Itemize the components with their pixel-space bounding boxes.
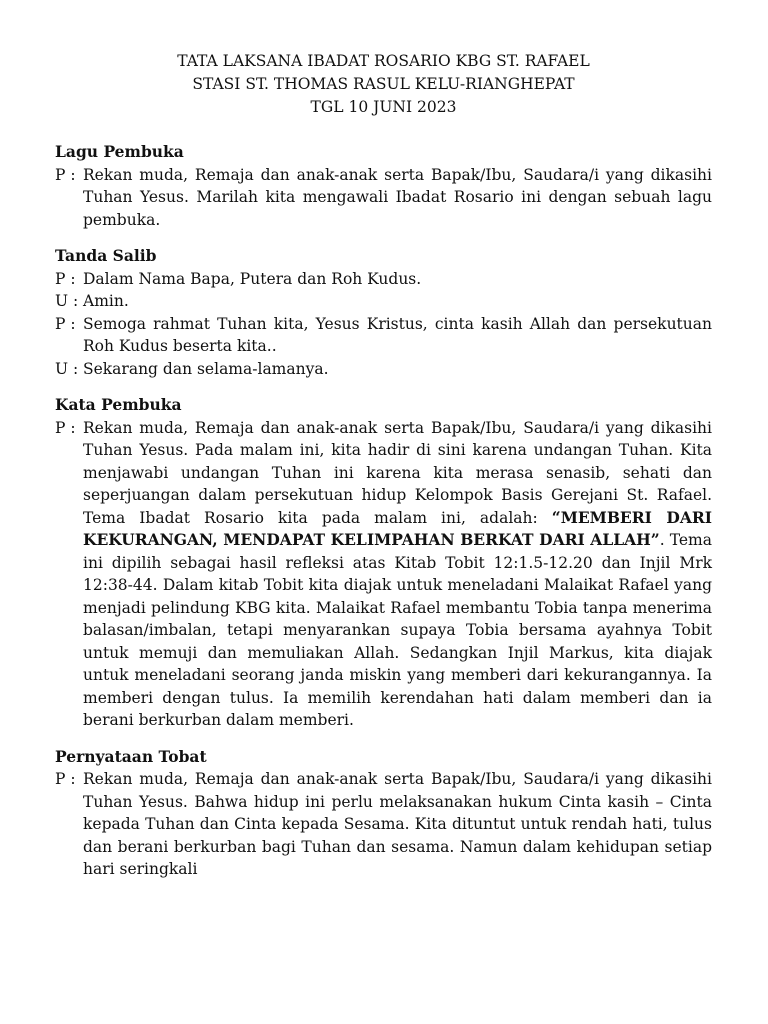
text-after-theme: . Tema ini dipilih sebagai hasil refleksi atas Kitab Tobit 12:1.5-12.20 dan Injil Mrk 12:38-44. Dalam kitab Tobit kita diajak untuk meneladani Malaikat Rafael yang menjadi pelindung KBG kita. Malaikat Rafael membantu Tobia tanpa menerima balasan/imbalan, tetapi menyarankan supaya Tobia bersama ayahnya Tobit untuk memuji dan memuliakan Allah. Sedangkan Injil Markus, kita diajak untuk meneladani seorang janda miskin yang memberi dari kekurangannya. Ia memberi dengan tulus. Ia memilih kerendahan hati dalam memberi dan ia berani berkurban dalam memberi. [83,531,712,729]
section-heading: Lagu Pembuka [55,142,184,161]
liturgy-line [55,768,712,881]
title-line-2: STASI ST. THOMAS RASUL KELU-RIANGHEPAT [192,75,575,93]
liturgy-line [55,417,712,732]
speaker-label: P : [55,314,76,333]
text-before-theme: Rekan muda, Remaja dan anak-anak serta Bapak/Ibu, Saudara/i yang dikasihi Tuhan Yesus. Pada malam ini, kita hadir di sini karena undangan Tuhan. Kita menjawabi undangan Tuhan ini karena kita merasa senasib, sehati dan seperjuangan dalam persekutuan hidup Kelompok Basis Gerejani St. Rafael. Tema Ibadat Rosario kita pada malam ini, adalah: [83,418,712,527]
line-text: Dalam Nama Bapa, Putera dan Roh Kudus. [83,269,422,288]
speaker-label: P : [55,165,76,184]
section-heading: Pernyataan Tobat [55,746,207,766]
line-text: Rekan muda, Remaja dan anak-anak serta Bapak/Ibu, Saudara/i yang dikasihi Tuhan Yesus. Bahwa hidup ini perlu melaksanakan hukum Cinta kasih – Cinta kepada Tuhan dan Cinta kepada Sesama. Kita dituntut untuk rendah hati, tulus dan berani berkurban bagi Tuhan dan sesama. Namun dalam kehidupan setiap hari seringkali [83,770,712,878]
section-tanda-salib [55,245,712,380]
line-text: Amin. [83,292,129,310]
section-heading: Tanda Salib [55,246,157,265]
liturgy-line [55,164,712,232]
document-title [55,50,712,119]
line-text: Rekan muda, Remaja dan anak-anak serta Bapak/Ibu, Saudara/i yang dikasihi Tuhan Yesus. Marilah kita mengawali Ibadat Rosario ini dengan sebuah lagu pembuka. [83,165,712,229]
section-heading: Kata Pembuka [55,395,182,414]
liturgy-line [55,290,712,313]
title-line-1: TATA LAKSANA IBADAT ROSARIO KBG ST. RAFAEL [177,52,590,70]
section-pernyataan-tobat [55,746,712,881]
section-lagu-pembuka [55,141,712,231]
speaker-label: U : [55,359,79,378]
speaker-label: U : [55,292,79,310]
line-text: Semoga rahmat Tuhan kita, Yesus Kristus, cinta kasih Allah dan persekutuan Roh Kudus beserta kita.. [83,314,712,355]
title-line-3: TGL 10 JUNI 2023 [310,98,457,116]
line-text [83,417,712,732]
theme-text: “MEMBERI DARI KEKURANGAN, MENDAPAT KELIMPAHAN BERKAT DARI ALLAH” [83,507,712,549]
liturgy-line [55,268,712,291]
liturgy-line [55,358,712,381]
section-kata-pembuka [55,394,712,732]
speaker-label: P : [55,770,76,788]
liturgy-line [55,313,712,358]
line-text: Sekarang dan selama-lamanya. [83,359,329,378]
speaker-label: P : [55,418,76,437]
speaker-label: P : [55,269,76,288]
